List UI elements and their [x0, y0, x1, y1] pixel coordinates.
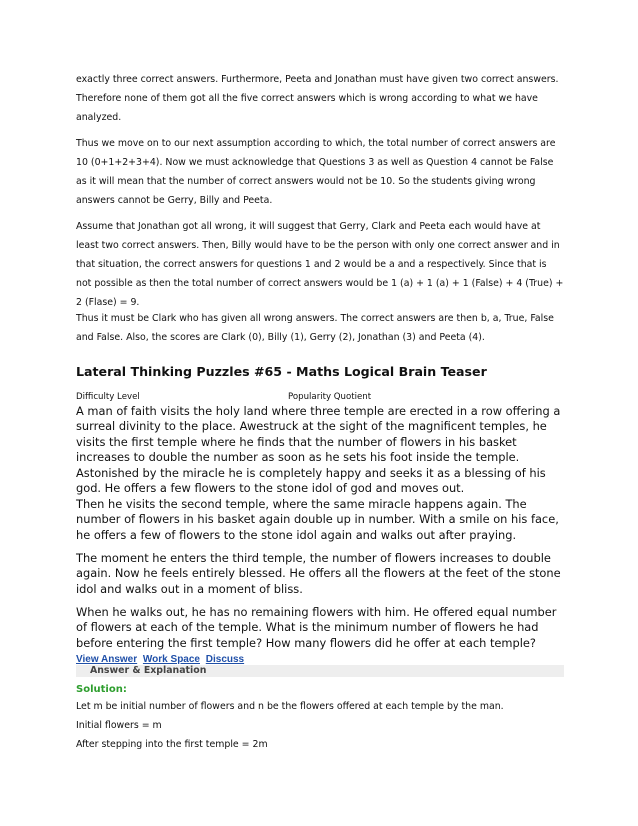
- answer-explanation-label: Answer & Explanation: [90, 665, 207, 676]
- solution-line-3: After stepping into the first temple = 2m: [76, 739, 268, 750]
- solution-line-1: Let m be initial number of flowers and n be the flowers offered at each temple by the man.: [76, 701, 504, 712]
- puzzle-meta: [76, 392, 564, 402]
- paragraph-analysis-1: exactly three correct answers. Furthermore, Peeta and Jonathan must have given two correct answers. Therefore none of them got all the five correct answers which is wrong according to what we have analyzed.: [76, 74, 559, 123]
- puzzle-title: Lateral Thinking Puzzles #65 - Maths Logical Brain Teaser: [76, 364, 487, 379]
- puzzle-paragraph-1: A man of faith visits the holy land where three temple are erected in a row offering a surreal divinity to the place. Awestruck at the sight of the magnificent temples, he visits the first temple where he finds that the number of flowers in his basket increases to double the number as soon as he sets his foot inside the temple. Astonished by the miracle he is completely happy and seeks it as a blessing of his god. He offers a few flowers to the stone idol of god and moves out.: [76, 404, 561, 496]
- paragraph-analysis-2: Thus we move on to our next assumption according to which, the total number of correct answers are 10 (0+1+2+3+4). Now we must acknowledge that Questions 3 as well as Question 4 cannot be False as it will mean that the number of correct answers would not be 10. So the students giving wrong answers cannot be Gerry, Billy and Peeta.: [76, 138, 556, 206]
- paragraph-analysis-3: Assume that Jonathan got all wrong, it will suggest that Gerry, Clark and Peeta each would have at least two correct answers. Then, Billy would have to be the person with only one correct answer and in that situation, the correct answers for questions 1 and 2 would be a and a respectively. Since that is not possible as then the total number of correct answers would be 1 (a) + 1 (a) + 1 (False) + 4 (True) + 2 (Flase) = 9.: [76, 221, 564, 308]
- difficulty-label: Difficulty Level: [76, 392, 140, 402]
- view-answer-link[interactable]: View Answer: [76, 654, 138, 665]
- solution-line-2: Initial flowers = m: [76, 720, 162, 731]
- discuss-link[interactable]: Discuss: [205, 654, 245, 665]
- puzzle-links: [76, 654, 247, 665]
- work-space-link[interactable]: Work Space: [142, 654, 200, 665]
- puzzle-paragraph-2: Then he visits the second temple, where the same miracle happens again. The number of flowers in his basket again double up in number. With a smile on his face, he offers a few of flowers to the stone idol again and walks out after praying.: [76, 497, 559, 542]
- puzzle-paragraph-4: When he walks out, he has no remaining flowers with him. He offered equal number of flowers at each of the temple. What is the minimum number of flowers he had before entering the first temple? How many flowers did he offer at each temple?: [76, 605, 557, 650]
- popularity-label: Popularity Quotient: [288, 392, 372, 402]
- solution-label: Solution:: [76, 684, 127, 695]
- puzzle-paragraph-3: The moment he enters the third temple, the number of flowers increases to double again. Now he feels entirely blessed. He offers all the flowers at the feet of the stone idol and walks out in a moment of bliss.: [76, 551, 561, 596]
- paragraph-analysis-4: Thus it must be Clark who has given all wrong answers. The correct answers are then b, a, True, False and False. Also, the scores are Clark (0), Billy (1), Gerry (2), Jonathan (3) and Peeta (4).: [76, 313, 554, 343]
- answer-explanation-bar[interactable]: [76, 665, 564, 677]
